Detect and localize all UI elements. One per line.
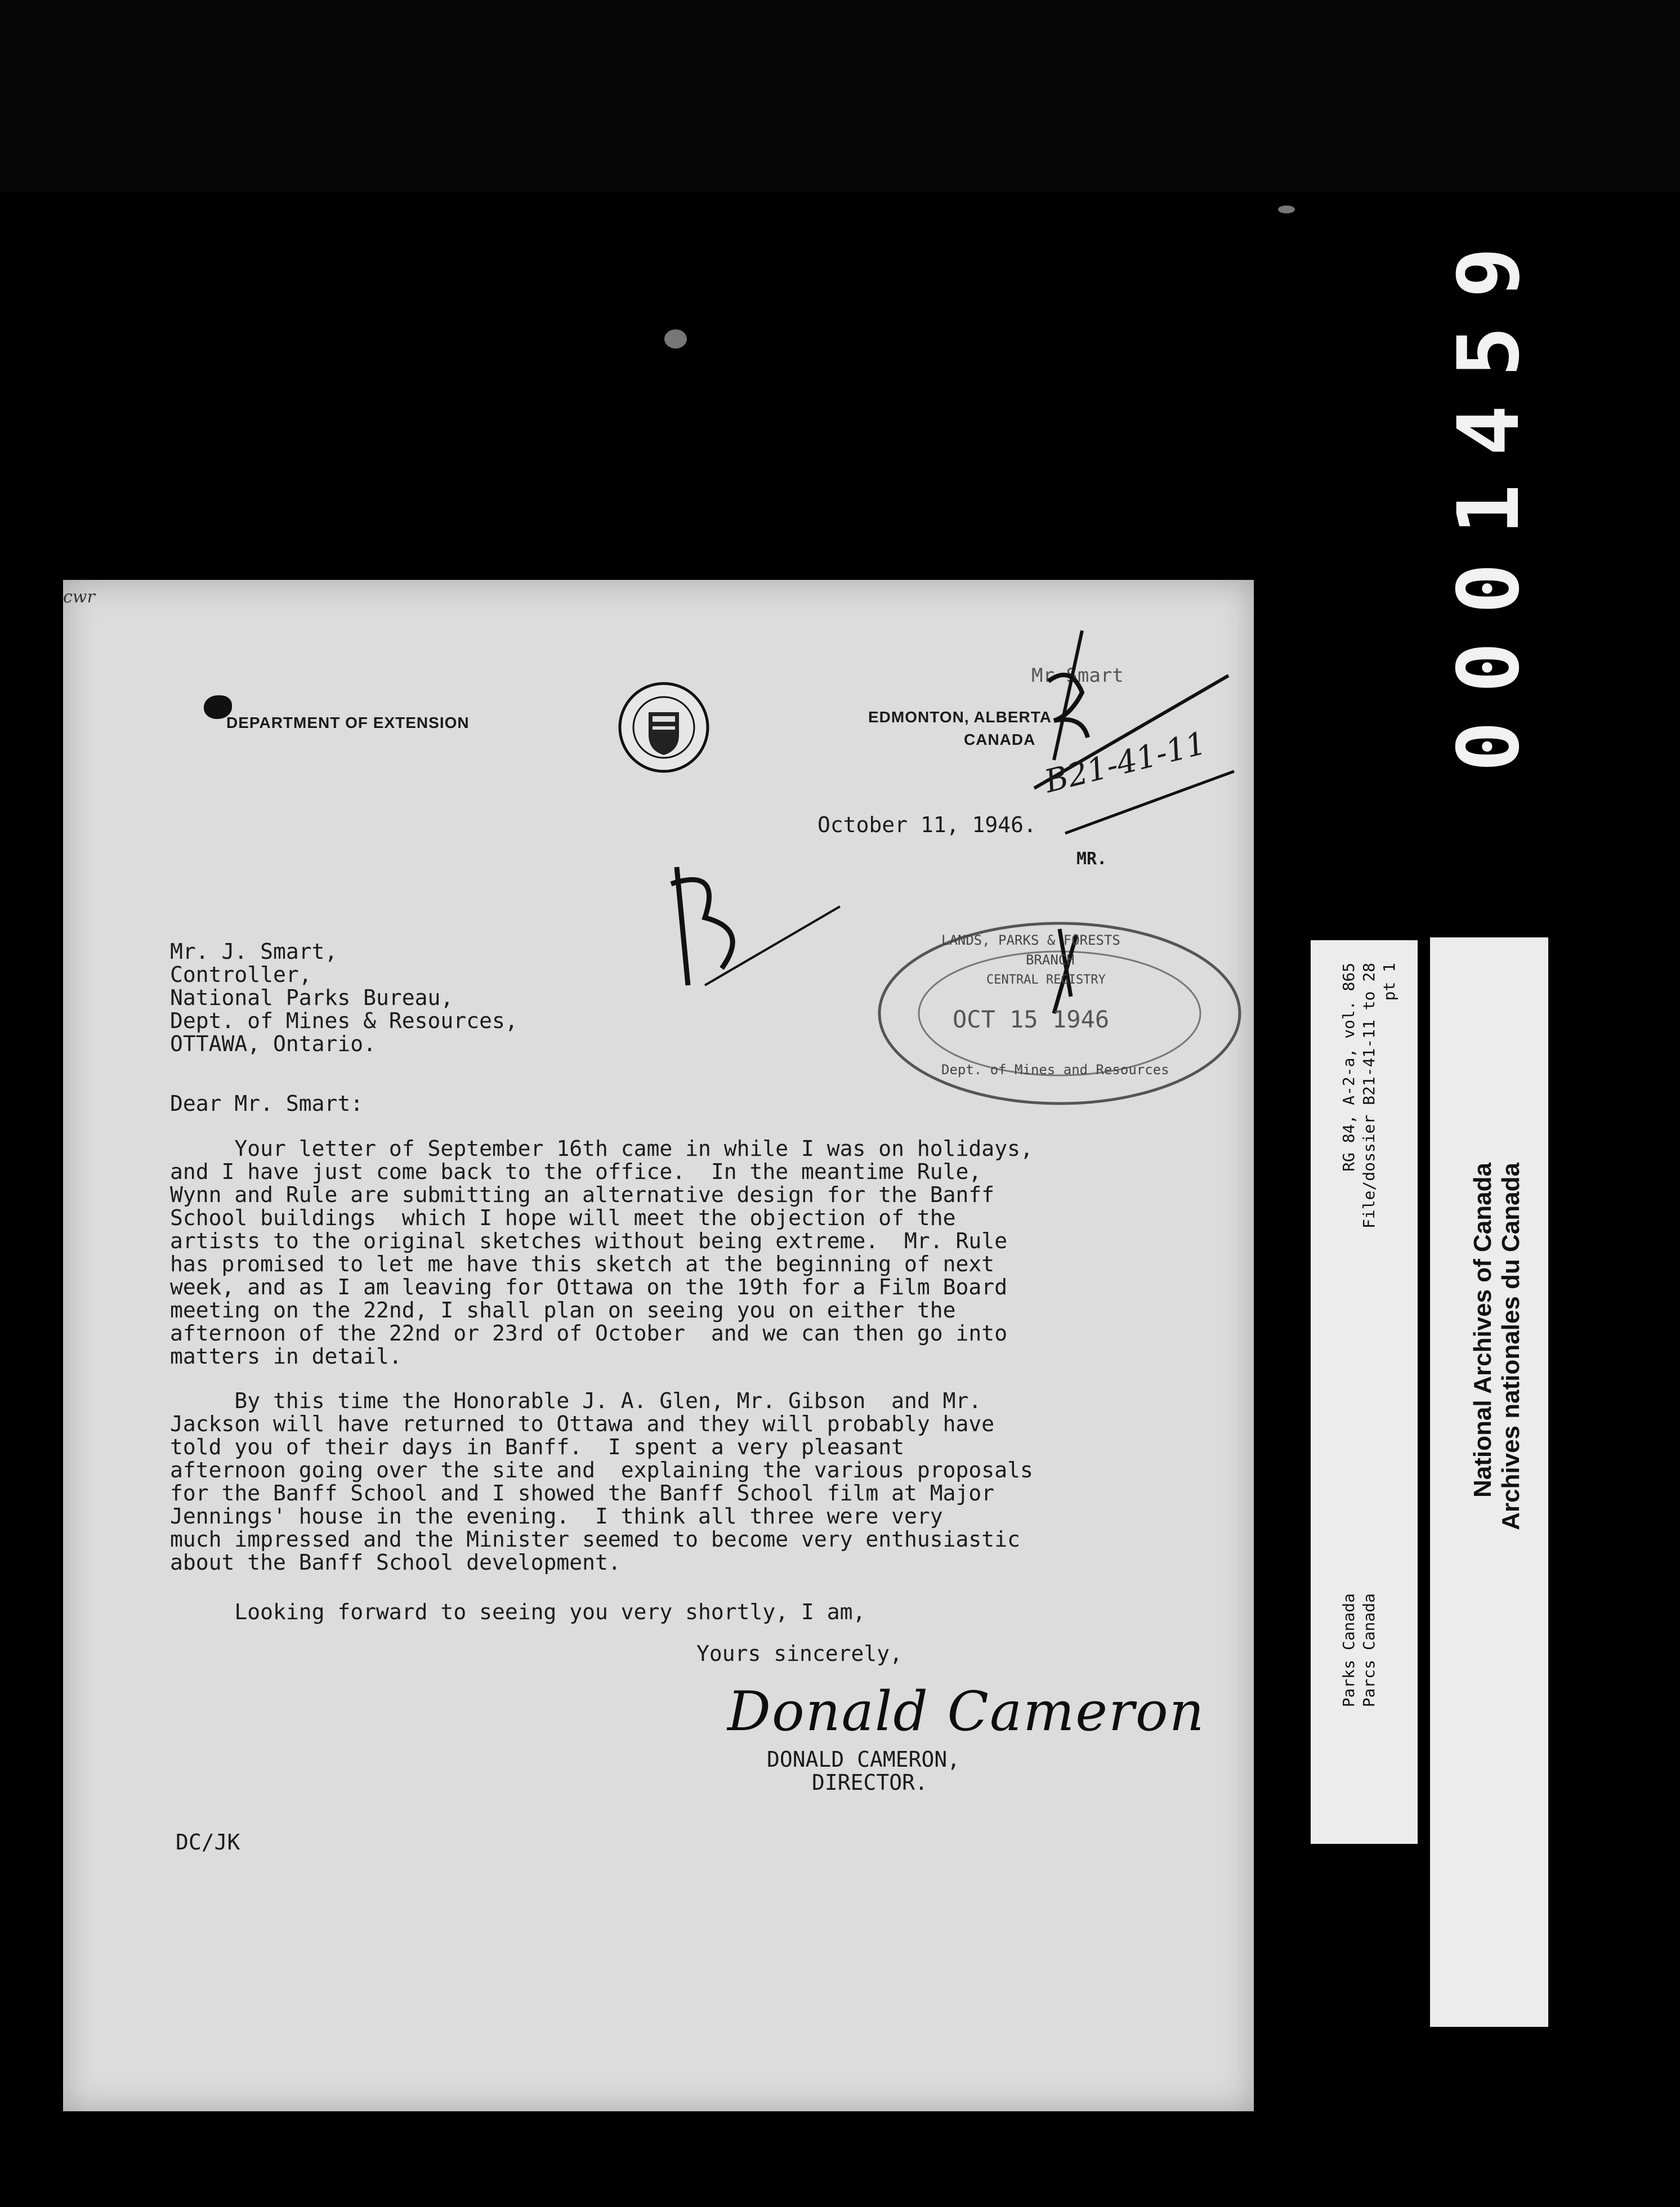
stamp-line-1: LANDS, PARKS & FORESTS (941, 932, 1120, 948)
body-line: afternoon of the 22nd or 23rd of October and we can then go into (170, 1321, 1008, 1346)
body-line: and I have just come back to the office. In the meantime Rule, (170, 1159, 982, 1184)
body-line: meeting on the 22nd, I shall plan on seeing you on either the (170, 1298, 956, 1323)
body-line: Your letter of September 16th came in while I was on holidays, (170, 1136, 1033, 1161)
place-line-1: EDMONTON, ALBERTA (868, 708, 1052, 726)
letter-date: October 11, 1946. (817, 812, 1036, 837)
reference-initials: DC/JK (176, 1830, 240, 1855)
archives-name-french: Archives nationales du Canada (1497, 1163, 1525, 1530)
body-line: for the Banff School and I showed the Banff School film at Major (170, 1481, 995, 1505)
recipient-line: Controller, (170, 962, 312, 987)
salutation: Dear Mr. Smart: (170, 1091, 364, 1116)
initial-mark (896, 873, 897, 896)
stamp-line-3: CENTRAL REGISTRY (986, 973, 1106, 987)
film-speck (664, 329, 687, 349)
agency-french: Parcs Canada (1360, 1593, 1378, 1708)
place-line-2: CANADA (964, 731, 1036, 748)
stamp-line-4: Dept. of Mines and Resources (941, 1062, 1169, 1078)
body-line: told you of their days in Banff. I spent a very pleasant (170, 1435, 905, 1459)
recipient-line: National Parks Bureau, (170, 985, 454, 1010)
film-speck (1278, 205, 1295, 213)
recipient-line: Mr. J. Smart, (170, 939, 338, 964)
body-line: Jennings' house in the evening. I think all three were very (170, 1504, 943, 1529)
archive-reference-line: pt 1 (1380, 963, 1398, 1001)
stamp-line-2: BRANCH (1026, 952, 1075, 968)
body-line: afternoon going over the site and explaining the various proposals (170, 1458, 1033, 1482)
university-seal (618, 681, 711, 774)
initial-mark-drawing (654, 845, 891, 1008)
signature: Donald Cameron (727, 1680, 1205, 1743)
recipient-line: Dept. of Mines & Resources, (170, 1008, 518, 1033)
body-line: about the Banff School development. (170, 1550, 621, 1575)
archive-reference-line: File/dossier B21-41-11 to 28 (1360, 963, 1378, 1229)
body-line: has promised to let me have this sketch at the beginning of next (170, 1252, 995, 1276)
frame-number: 0001459 (1440, 218, 1538, 772)
body-line: School buildings which I hope will meet the objection of the (170, 1205, 956, 1230)
handwritten-annotations (1031, 614, 1245, 850)
body-line: matters in detail. (170, 1344, 402, 1369)
body-line: Wynn and Rule are submitting an alternative design for the Banff (170, 1182, 995, 1207)
body-line: much impressed and the Minister seemed to become very enthusiastic (170, 1527, 1020, 1552)
closing-line: Looking forward to seeing you very shortly, I am, (170, 1600, 866, 1624)
body-line: week, and as I am leaving for Ottawa on the 19th for a Film Board (170, 1275, 1008, 1299)
body-line: Jackson will have returned to Ottawa and they will probably have (170, 1411, 995, 1436)
mr-label: MR. (1076, 849, 1107, 869)
signer-title: DIRECTOR. (812, 1770, 928, 1795)
agency-english: Parks Canada (1339, 1593, 1358, 1708)
letter-page (63, 580, 1254, 2111)
archive-reference-line: RG 84, A-2-a, vol. 865 (1339, 963, 1358, 1172)
file-number: B21-41-11 (1041, 725, 1210, 801)
recipient-line: OTTAWA, Ontario. (170, 1031, 377, 1056)
national-archives-label (1430, 937, 1548, 2027)
signer-name: DONALD CAMERON, (767, 1747, 960, 1772)
margin-mark: cwr (63, 587, 95, 607)
body-line: By this time the Honorable J. A. Glen, Mr. Gibson and Mr. (170, 1388, 982, 1413)
stamp-date: OCT 15 1946 (953, 1006, 1110, 1033)
body-line: artists to the original sketches without being extreme. Mr. Rule (170, 1228, 1008, 1253)
archives-name-english: National Archives of Canada (1469, 1163, 1496, 1498)
archive-reference-label (1311, 940, 1418, 1844)
handwritten-name-note: Mr Smart (1031, 664, 1124, 687)
valediction: Yours sincerely, (696, 1641, 903, 1666)
department-heading: DEPARTMENT OF EXTENSION (226, 714, 470, 731)
